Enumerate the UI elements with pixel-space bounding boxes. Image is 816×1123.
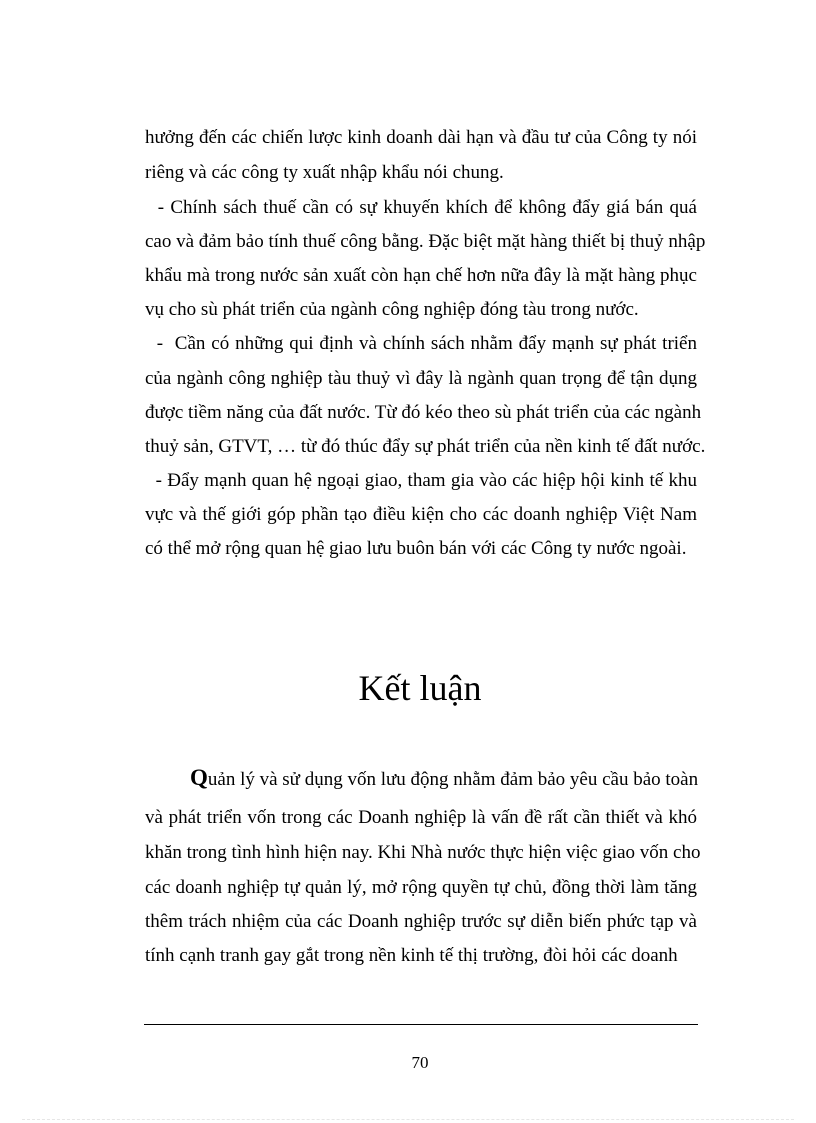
body-text-line: hưởng đến các chiến lược kinh doanh dài hạn và đầu tư của Công ty nói	[145, 127, 697, 148]
body-text-line: cao và đảm bảo tính thuế công bằng. Đặc biệt mặt hàng thiết bị thuỷ nhập	[145, 231, 706, 252]
footer-divider	[144, 1024, 698, 1025]
bullet-item-shipbuilding: - Cần có những qui định và chính sách nhằm đẩy mạnh sự phát triển	[145, 333, 697, 354]
body-text-line: có thể mở rộng quan hệ giao lưu buôn bán với các Công ty nước ngoài.	[145, 538, 687, 559]
bullet-item-tax-policy: - Chính sách thuế cần có sự khuyến khích để không đẩy giá bán quá	[145, 197, 697, 218]
body-text-line: các doanh nghiệp tự quản lý, mở rộng quyền tự chủ, đồng thời làm tăng	[145, 877, 697, 898]
body-text-line: của ngành công nghiệp tàu thuỷ vì đây là ngành quan trọng để tận dụng	[145, 368, 697, 389]
body-text-line: khẩu mà trong nước sản xuất còn hạn chế hơn nữa đây là mặt hàng phục	[145, 265, 697, 286]
body-text-line: thuỷ sản, GTVT, … từ đó thúc đẩy sự phát triển của nền kinh tế đất nước.	[145, 436, 706, 457]
bullet-item-diplomacy: - Đẩy mạnh quan hệ ngoại giao, tham gia vào các hiệp hội kinh tế khu	[145, 470, 697, 491]
section-heading: Kết luận	[358, 668, 482, 708]
page-number: 70	[411, 1053, 429, 1072]
body-text-line: thêm trách nhiệm của các Doanh nghiệp trước sự diễn biến phức tạp và	[145, 911, 697, 932]
body-text-line: và phát triển vốn trong các Doanh nghiệp là vấn đề rất cần thiết và khó	[145, 807, 697, 828]
page-edge	[22, 1119, 794, 1120]
first-line-text: uản lý và sử dụng vốn lưu động nhằm đảm bảo yêu cầu bảo toàn	[207, 769, 699, 790]
body-text-line: tính cạnh tranh gay gắt trong nền kinh tế thị trường, đòi hỏi các doanh	[145, 945, 678, 966]
body-text-line: riêng và các công ty xuất nhập khẩu nói chung.	[145, 162, 504, 183]
body-text-line: khăn trong tình hình hiện nay. Khi Nhà nước thực hiện việc giao vốn cho	[145, 842, 701, 863]
drop-cap: Q	[190, 765, 208, 790]
body-text-line: vực và thế giới góp phần tạo điều kiện cho các doanh nghiệp Việt Nam	[145, 504, 697, 525]
body-text-line: được tiềm năng của đất nước. Từ đó kéo theo sù phát triển của các ngành	[145, 402, 702, 423]
paragraph-first-line	[190, 766, 697, 792]
body-text-line: vụ cho sù phát triển của ngành công nghiệp đóng tàu trong nước.	[145, 299, 639, 320]
